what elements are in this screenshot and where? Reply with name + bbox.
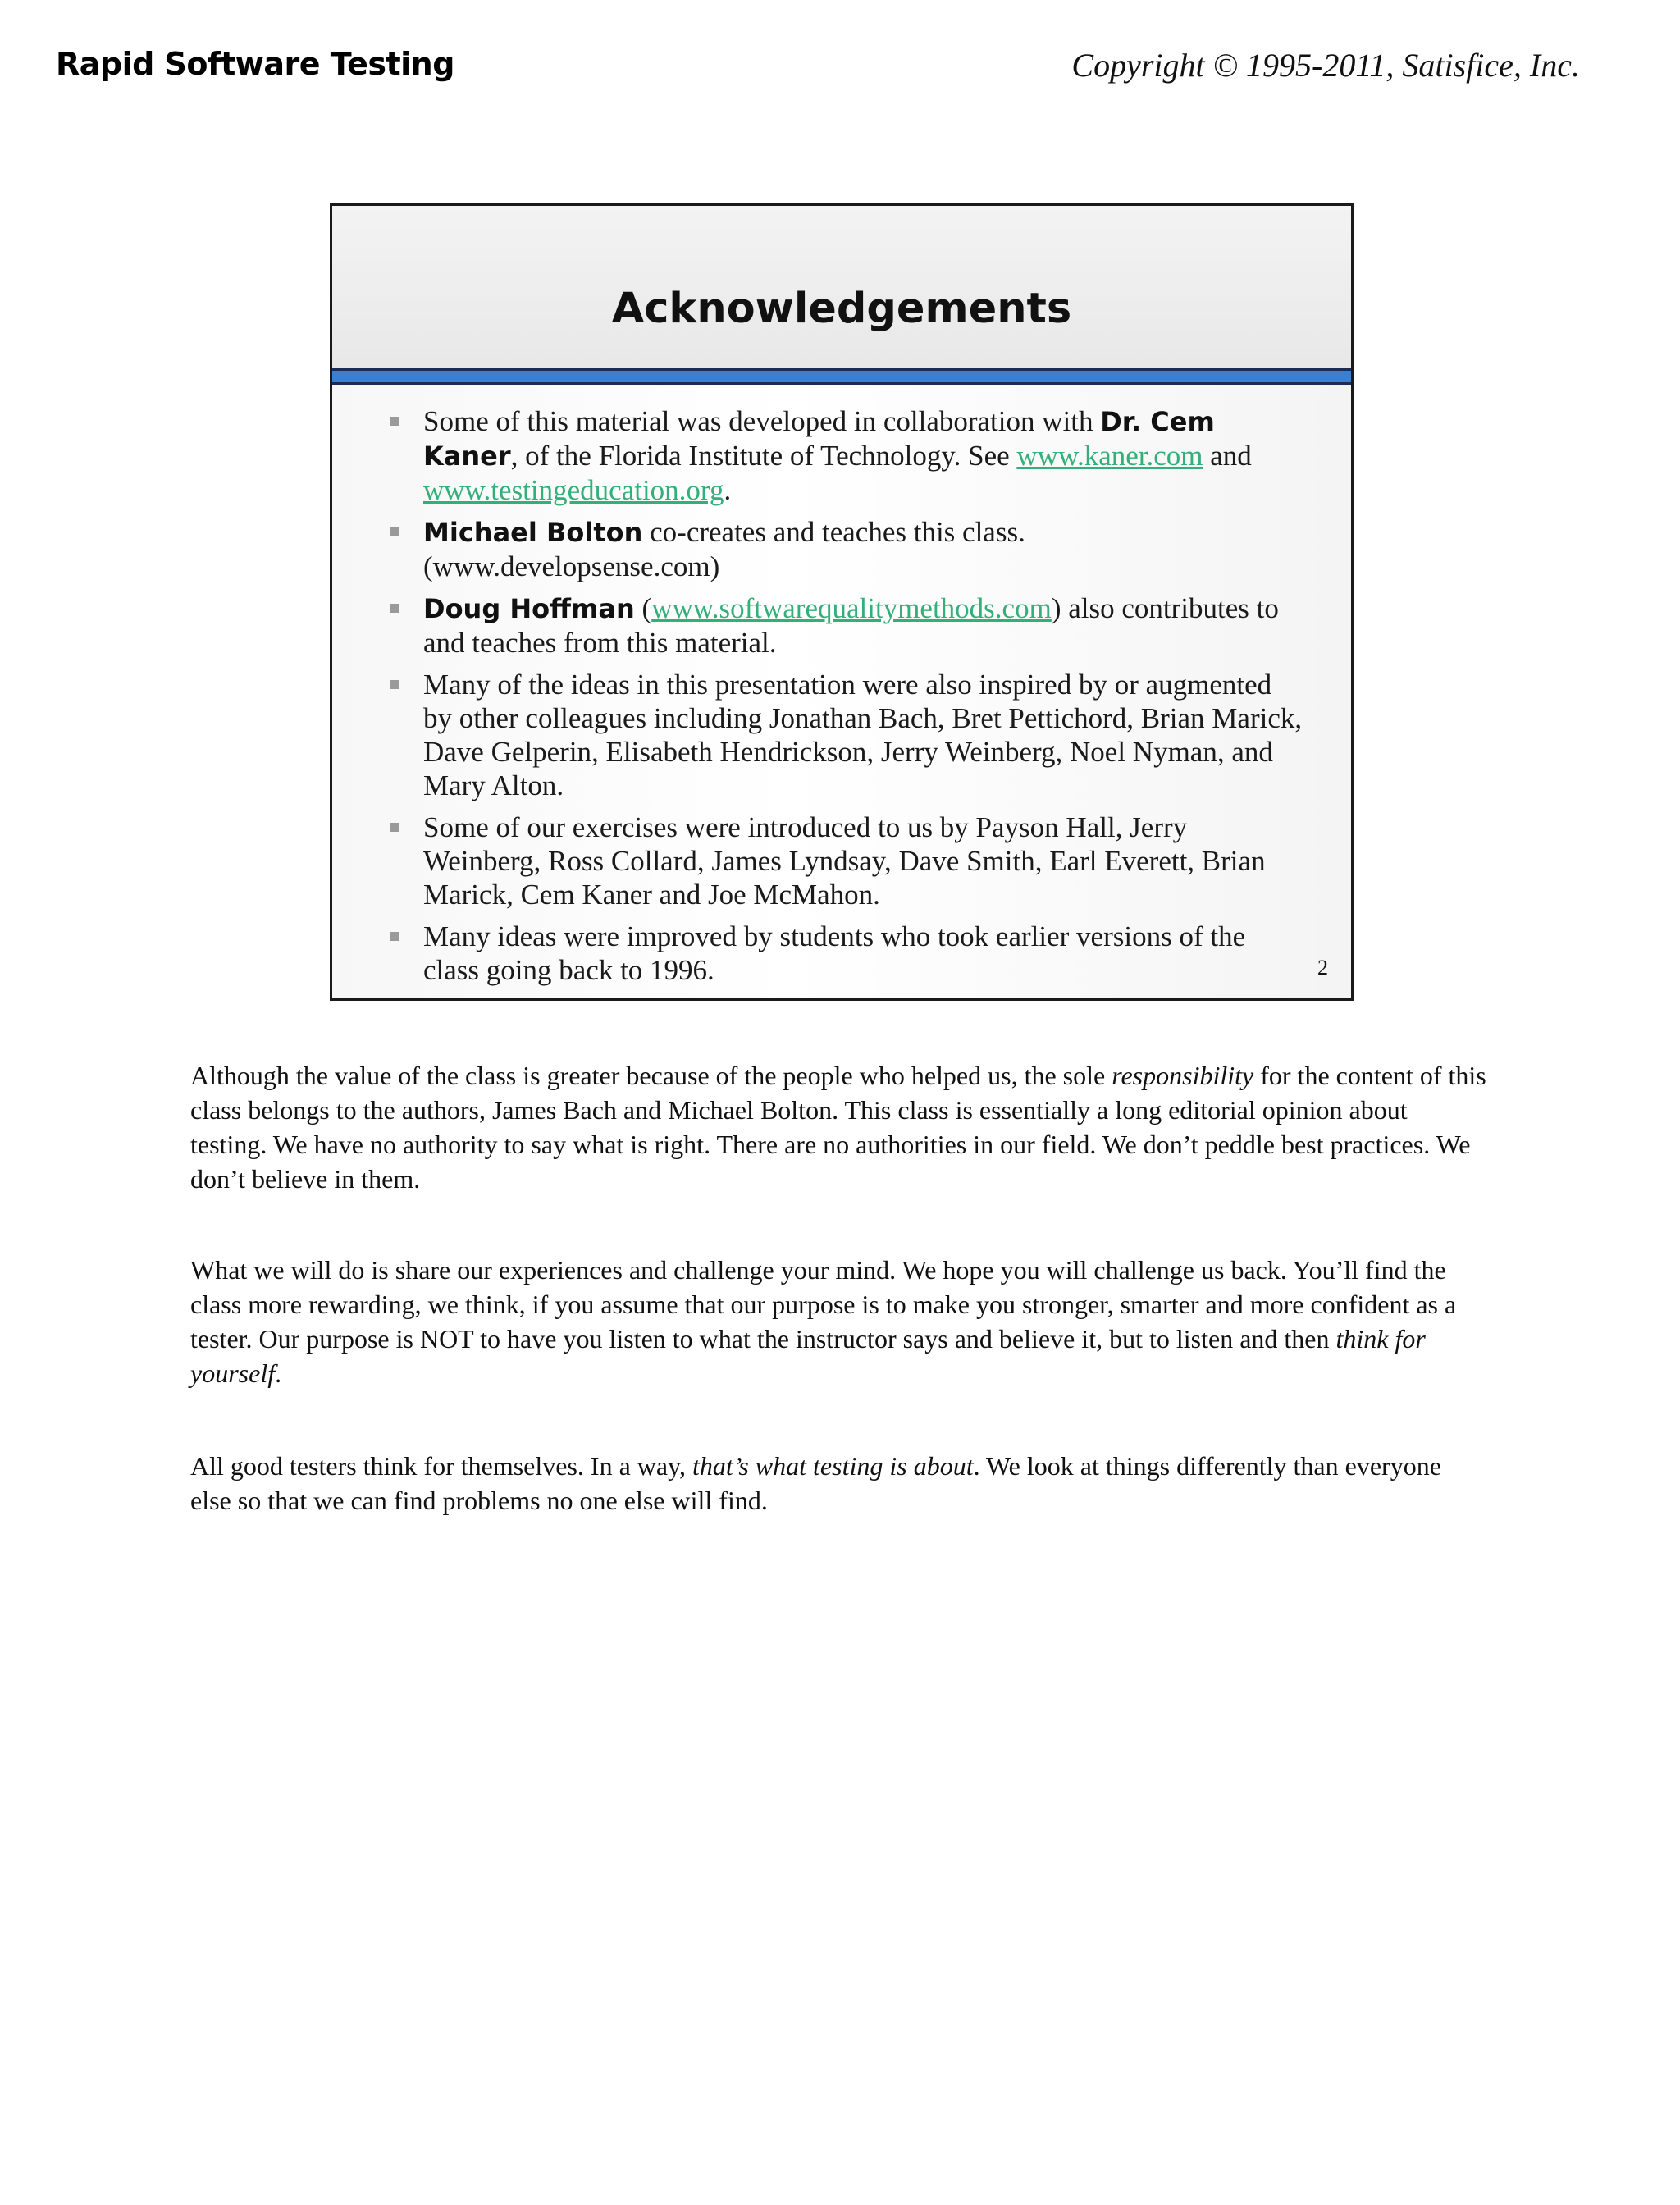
header-copyright: Copyright © 1995-2011, Satisfice, Inc. — [1071, 47, 1580, 84]
person-name: Doug Hoffman — [423, 593, 635, 624]
bullet-text: Some of our exercises were introduced to us by Payson Hall, Jerry Weinberg, Ross Collard, James Lyndsay, Dave Smith, Earl Everett, Brian Marick, Cem Kaner and Joe McMahon. — [423, 811, 1266, 911]
bullet-square-icon — [390, 604, 399, 613]
paragraph-text: . — [275, 1358, 282, 1388]
bullet-square-icon — [390, 823, 399, 832]
bullet-students — [385, 920, 1303, 987]
bullet-text: ( — [634, 592, 652, 624]
slide-image — [330, 203, 1354, 1001]
bullet-colleagues — [385, 668, 1303, 802]
paragraph-text: What we will do is share our experiences and challenge your mind. We hope you will challenge us back. You’ll find the class more rewarding, we think, if you assume that our purpose is to make you stronger, smarter and more confident as a tester. Our purpose is NOT to have you listen to what the instructor says and believe it, but to listen and then — [190, 1255, 1457, 1354]
bullet-text: , of the Florida Institute of Technology. See — [510, 440, 1017, 472]
bullet-text: Some of this material was developed in collaboration with — [423, 405, 1101, 437]
bullet-square-icon — [390, 527, 399, 536]
page-header — [0, 0, 1680, 131]
bullet-kaner — [385, 404, 1303, 507]
bullet-hoffman — [385, 591, 1303, 660]
paragraph-text: for the content of this class belongs to the authors, James Bach and Michael Bolton. This class is essentially a long editorial opinion about testing. We have no authority to say what is right. There are no authorities in our field. We don’t peddle best practices. We don’t believe in them. — [190, 1061, 1486, 1194]
bullet-text: Many of the ideas in this presentation were also inspired by or augmented by other colleagues including Jonathan Bach, Bret Pettichord, Brian Marick, Dave Gelperin, Elisabeth Hendrickson, Jerry Weinberg, Noel Nyman, and Mary Alton. — [423, 669, 1303, 801]
bullet-square-icon — [390, 680, 399, 689]
emphasis-text: think for yourself — [190, 1324, 1426, 1388]
bullet-text: . — [724, 474, 732, 506]
bullet-square-icon — [390, 417, 399, 426]
bullet-bolton — [385, 515, 1303, 583]
bullet-text: ) also contributes to and teaches from this material. — [423, 592, 1279, 659]
slide-bullet-list — [385, 404, 1303, 995]
bullet-text: and — [1203, 440, 1252, 472]
header-title: Rapid Software Testing — [56, 46, 454, 82]
paragraph-text: All good testers think for themselves. In a way, — [190, 1451, 693, 1481]
body-paragraph-purpose — [190, 1253, 1486, 1390]
person-name: Dr. Cem Kaner — [423, 406, 1215, 472]
slide-title: Acknowledgements — [611, 285, 1072, 333]
link-softwarequalitymethods[interactable]: www.softwarequalitymethods.com — [651, 592, 1052, 624]
emphasis-text: that’s what testing is about — [692, 1451, 974, 1481]
link-testingeducation[interactable]: www.testingeducation.org — [423, 474, 724, 506]
bullet-text: co-creates and teaches this class. (www.developsense.com) — [423, 516, 1025, 582]
person-name: Michael Bolton — [423, 517, 643, 548]
body-paragraph-responsibility — [190, 1058, 1486, 1196]
paragraph-text: Although the value of the class is greater because of the people who helped us, the sole — [190, 1061, 1112, 1090]
link-kaner[interactable]: www.kaner.com — [1016, 440, 1203, 472]
slide-divider — [332, 368, 1351, 385]
emphasis-text: responsibility — [1112, 1061, 1254, 1090]
bullet-exercises — [385, 810, 1303, 911]
slide-page-number: 2 — [1317, 956, 1328, 979]
paragraph-text: . We look at things differently than everyone else so that we can find problems no one else will find. — [190, 1451, 1441, 1515]
slide-title-bar — [332, 206, 1351, 368]
bullet-text: Many ideas were improved by students who took earlier versions of the class going back to 1996. — [423, 920, 1246, 986]
bullet-square-icon — [390, 932, 399, 941]
body-paragraph-testers — [190, 1449, 1486, 1518]
